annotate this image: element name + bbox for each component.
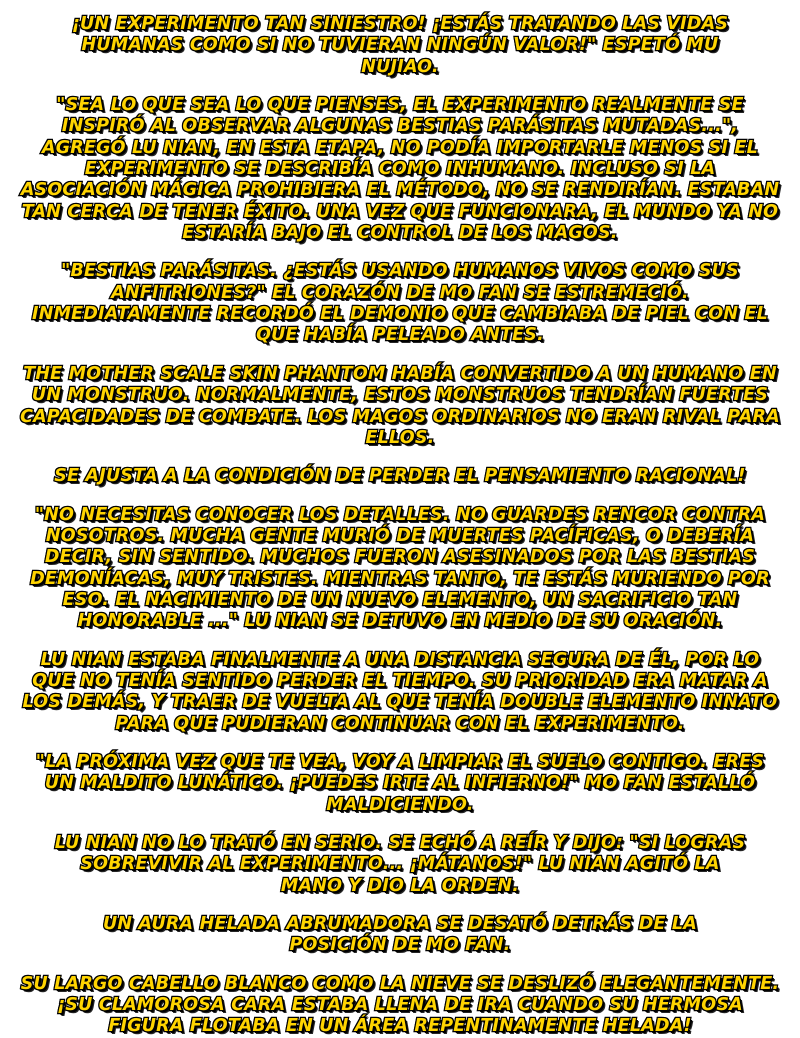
paragraph-11: SU LARGO CABELLO BLANCO COMO LA NIEVE SE DESLIZÓ ELEGANTEMENTE. ¡SU CLAMOROSA CARA ESTABA LLENA DE IRA CUANDO SU HERMOSA FIGURA FLOTABA EN UN ÁREA REPENTINAMENTE HELADA! — [20, 973, 780, 1037]
paragraph-7: LU NIAN ESTABA FINALMENTE A UNA DISTANCIA SEGURA DE ÉL, POR LO QUE NO TENÍA SENTIDO PERDER EL TIEMPO. SU PRIORIDAD ERA MATAR A LOS DEMÁS, Y TRAER DE VUELTA AL QUE TENÍA DOUBLE ELEMENTO INNATO PARA QUE PUDIERAN CONTINUAR CON EL EXPERIMENTO. — [22, 649, 778, 734]
paragraph-1: ¡UN EXPERIMENTO TAN SINIESTRO! ¡ESTÁS TRATANDO LAS VIDAS HUMANAS COMO SI NO TUVIERAN NINGÚN VALOR!" ESPETÓ MU NUJIAO. — [71, 14, 729, 77]
paragraph-8: "LA PRÓXIMA VEZ QUE TE VEA, VOY A LIMPIAR EL SUELO CONTIGO. ERES UN MALDITO LUNÁTICO. ¡PUEDES IRTE AL INFIERNO!" MO FAN ESTALLÓ MALDICIENDO. — [35, 751, 765, 815]
paragraph-2: "SEA LO QUE SEA LO QUE PIENSES, EL EXPERIMENTO REALMENTE SE INSPIRÓ AL OBSERVAR ALGUNAS BESTIAS PARÁSITAS MUTADAS...", AGREGÓ LU NIAN, EN ESTA ETAPA, NO PODÍA IMPORTARLE MENOS SI EL EXPERIMENTO SE DESCRIBÍA COMO INHUMANO. INCLUSO SI LA ASOCIACIÓN MÁGICA PROHIBIERA EL MÉTODO, NO SE RENDIRÍAN. ESTABAN TAN CERCA DE TENER ÉXITO. UNA VEZ QUE FUNCIONARA, EL MUNDO YA NO ESTARÍA BAJO EL CONTROL DE LOS MAGOS. — [20, 95, 780, 244]
paragraph-5: SE AJUSTA A LA CONDICIÓN DE PERDER EL PENSAMIENTO RACIONAL! — [54, 466, 746, 487]
paragraph-3: "BESTIAS PARÁSITAS. ¿ESTÁS USANDO HUMANOS VIVOS COMO SUS ANFITRIONES?" EL CORAZÓN DE MO FAN SE ESTREMECIÓ. INMEDIATAMENTE RECORDÓ EL DEMONIO QUE CAMBIABA DE PIEL CON EL QUE HABÍA PELEADO ANTES. — [32, 261, 768, 346]
paragraph-9: LU NIAN NO LO TRATÓ EN SERIO. SE ECHÓ A REÍR Y DIJO: "SI LOGRAS SOBREVIVIR AL EXPERIMENTO... ¡MÁTANOS!" LU NIAN AGITÓ LA MANO Y DIO LA ORDEN. — [54, 833, 746, 896]
paragraph-6: "NO NECESITAS CONOCER LOS DETALLES. NO GUARDES RENCOR CONTRA NOSOTROS. MUCHA GENTE MURIÓ DE MUERTES PACÍFICAS, O DEBERÍA DECIR, SIN SENTIDO. MUCHOS FUERON ASESINADOS POR LAS BESTIAS DEMONÍACAS, MUY TRISTES. MIENTRAS TANTO, TE ESTÁS MURIENDO POR ESO. EL NACIMIENTO DE UN NUEVO ELEMENTO, UN SACRIFICIO TAN HONORABLE ..." LU NIAN SE DETUVO EN MEDIO DE SU ORACIÓN. — [30, 504, 770, 632]
paragraph-10: UN AURA HELADA ABRUMADORA SE DESATÓ DETRÁS DE LA POSICIÓN DE MO FAN. — [102, 914, 698, 956]
paragraph-4: THE MOTHER SCALE SKIN PHANTOM HABÍA CONVERTIDO A UN HUMANO EN UN MONSTRUO. NORMALMENTE, ESTOS MONSTRUOS TENDRÍAN FUERTES CAPACIDADES DE COMBATE. LOS MAGOS ORDINARIOS NO ERAN RIVAL PARA ELLOS. — [20, 363, 780, 448]
